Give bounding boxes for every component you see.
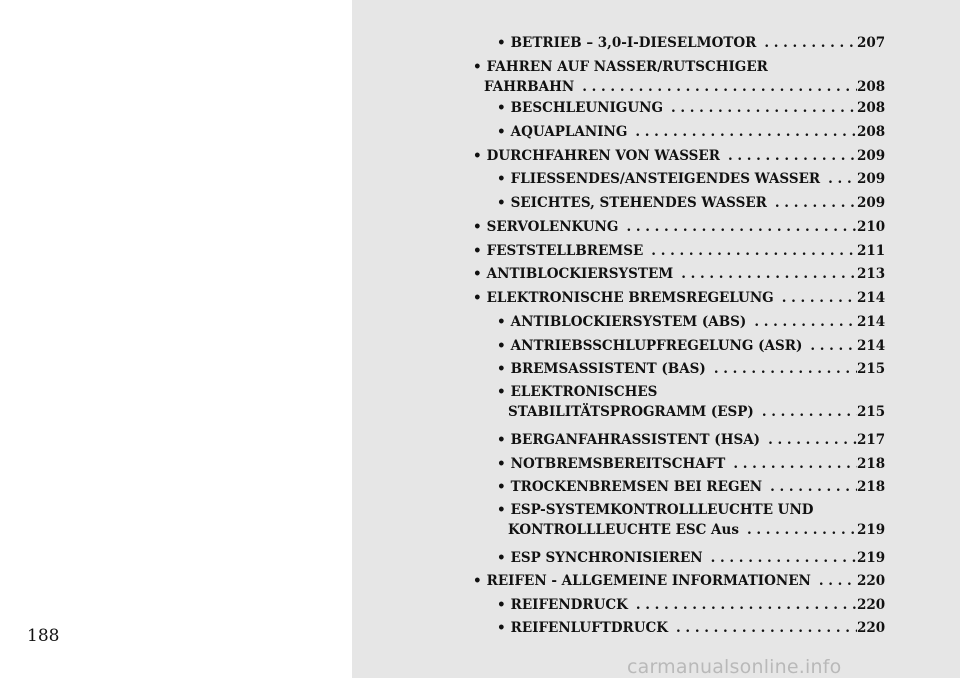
- leader-dots: [756, 35, 857, 51]
- leader-dots: [643, 243, 857, 259]
- toc-entry: • FLIESSENDES/ANSTEIGENDES WASSER . . . 209: [497, 171, 885, 191]
- toc-entry: • SEICHTES, STEHENDES WASSER . . . 209: [497, 195, 885, 215]
- leader-dots: [746, 314, 857, 330]
- toc-entry-page: 214: [857, 290, 886, 306]
- toc-entry: • BERGANFAHRASSISTENT (HSA) . . . 217: [497, 432, 885, 452]
- toc-entry: • REIFEN - ALLGEMEINE INFORMATIONEN . . . 220: [473, 573, 885, 593]
- toc-entry-label-continued: KONTROLLLEUCHTE ESC Aus: [508, 522, 739, 538]
- leader-dots: [774, 290, 857, 306]
- toc-entry-page: 209: [857, 148, 886, 164]
- toc-entry-page: 220: [857, 620, 886, 636]
- toc-entry-label: SEICHTES, STEHENDES WASSER: [510, 195, 767, 211]
- toc-entry-label: ELEKTRONISCHES: [510, 384, 658, 400]
- toc-entry: • SERVOLENKUNG . . . 210: [473, 219, 885, 239]
- toc-entry: • TROCKENBREMSEN BEI REGEN . . . 218: [497, 479, 885, 499]
- leader-dots: [754, 404, 857, 420]
- toc-entry: • ELEKTRONISCHE BREMSREGELUNG . . . 214: [473, 290, 885, 310]
- toc-entry-page: 209: [857, 195, 886, 211]
- toc-entry-label: FAHREN AUF NASSER/RUTSCHIGER: [486, 59, 768, 75]
- leader-dots: [760, 432, 857, 448]
- toc-entry-page: 213: [857, 266, 886, 282]
- leader-dots: [706, 361, 857, 377]
- toc-entry-page: 210: [857, 219, 886, 235]
- leader-dots: [720, 148, 857, 164]
- toc-entry: • BETRIEB – 3,0-I-DIESELMOTOR . . . 207: [497, 35, 885, 55]
- toc-entry: • REIFENLUFTDRUCK . . . 220: [497, 620, 885, 640]
- toc-entry-label: BETRIEB – 3,0-I-DIESELMOTOR: [510, 35, 757, 51]
- toc-entry-label: FESTSTELLBREMSE: [486, 243, 644, 259]
- leader-dots: [767, 195, 857, 211]
- toc-entry-page: 217: [857, 432, 886, 448]
- toc-entry-label-continued: FAHRBAHN: [484, 79, 575, 95]
- toc-entry-page: 215: [857, 361, 886, 377]
- toc-entry-page: 219: [857, 522, 886, 538]
- toc-entry: • ELEKTRONISCHES STABILITÄTSPROGRAMM (ESP) . . . 215: [497, 384, 885, 424]
- leader-dots: [739, 522, 857, 538]
- toc-entry: • AQUAPLANING . . . 208: [497, 124, 885, 144]
- toc-entry-page: 215: [857, 404, 886, 420]
- leader-dots: [725, 456, 857, 472]
- toc-entry-label-continued: STABILITÄTSPROGRAMM (ESP): [508, 404, 754, 420]
- toc-entry-label: ANTIBLOCKIERSYSTEM: [486, 266, 674, 282]
- toc-entry-page: 214: [857, 314, 886, 330]
- leader-dots: [820, 171, 857, 187]
- toc-entry-page: 209: [857, 171, 886, 187]
- page-number: 188: [27, 626, 60, 646]
- toc-entry-label: AQUAPLANING: [510, 124, 628, 140]
- leader-dots: [627, 124, 857, 140]
- leader-dots: [668, 620, 857, 636]
- toc-entry-page: 220: [857, 597, 886, 613]
- toc-entry-label: ESP SYNCHRONISIEREN: [510, 550, 703, 566]
- toc-entry: • BESCHLEUNIGUNG . . . 208: [497, 100, 885, 120]
- toc-entry-label: BERGANFAHRASSISTENT (HSA): [510, 432, 761, 448]
- watermark: carmanualsonline.info: [627, 656, 842, 678]
- toc-entry-page: 211: [857, 243, 886, 259]
- toc-entry-page: 207: [857, 35, 886, 51]
- toc-entry-label: NOTBREMSBEREITSCHAFT: [510, 456, 726, 472]
- toc-entry-page: 218: [857, 479, 886, 495]
- toc-entry-label: DURCHFAHREN VON WASSER: [486, 148, 720, 164]
- leader-dots: [703, 550, 857, 566]
- toc-entry-page: 208: [857, 100, 886, 116]
- toc-entry-page: 208: [857, 79, 886, 95]
- toc-entry-page: 214: [857, 338, 886, 354]
- toc-entry: • NOTBREMSBEREITSCHAFT . . . 218: [497, 456, 885, 476]
- leader-dots: [802, 338, 857, 354]
- toc-entry-label: REIFENLUFTDRUCK: [510, 620, 669, 636]
- toc-entry-label: ELEKTRONISCHE BREMSREGELUNG: [486, 290, 774, 306]
- toc-entry-label: TROCKENBREMSEN BEI REGEN: [510, 479, 763, 495]
- toc-entry: • DURCHFAHREN VON WASSER . . . 209: [473, 148, 885, 168]
- leader-dots: [673, 266, 857, 282]
- toc-entry-label: BREMSASSISTENT (BAS): [510, 361, 706, 377]
- toc-entry-label: FLIESSENDES/ANSTEIGENDES WASSER: [510, 171, 821, 187]
- toc-entry-page: 219: [857, 550, 886, 566]
- toc-entry: • ANTIBLOCKIERSYSTEM . . . 213: [473, 266, 885, 286]
- leader-dots: [618, 219, 857, 235]
- toc-entry: • ANTRIEBSSCHLUPFREGELUNG (ASR) . . . 214: [497, 338, 885, 358]
- toc-entry-label: ANTIBLOCKIERSYSTEM (ABS): [510, 314, 747, 330]
- leader-dots: [811, 573, 857, 589]
- toc-entry: • ESP-SYSTEMKONTROLLLEUCHTE UND KONTROLLLEUCHTE ESC Aus . . . 219: [497, 502, 885, 542]
- toc-entry-page: 208: [857, 124, 886, 140]
- leader-dots: [628, 597, 857, 613]
- toc-entry-label: BESCHLEUNIGUNG: [510, 100, 663, 116]
- toc-entry: • BREMSASSISTENT (BAS) . . . 215: [497, 361, 885, 381]
- toc-entry: • FAHREN AUF NASSER/RUTSCHIGER FAHRBAHN . . . 208: [473, 59, 885, 99]
- toc-entry: • REIFENDRUCK . . . 220: [497, 597, 885, 617]
- toc-entry: • ANTIBLOCKIERSYSTEM (ABS) . . . 214: [497, 314, 885, 334]
- toc-entry-label: REIFENDRUCK: [510, 597, 628, 613]
- leader-dots: [574, 79, 857, 95]
- toc-entry-label: SERVOLENKUNG: [486, 219, 619, 235]
- toc-entry-page: 218: [857, 456, 886, 472]
- toc-entry: • ESP SYNCHRONISIEREN . . . 219: [497, 550, 885, 570]
- toc-entry-label: ESP-SYSTEMKONTROLLLEUCHTE UND: [510, 502, 814, 518]
- toc-entry-label: REIFEN - ALLGEMEINE INFORMATIONEN: [486, 573, 811, 589]
- leader-dots: [663, 100, 857, 116]
- toc-entry-page: 220: [857, 573, 886, 589]
- toc-entry-label: ANTRIEBSSCHLUPFREGELUNG (ASR): [510, 338, 803, 354]
- toc-entry: • FESTSTELLBREMSE . . . 211: [473, 243, 885, 263]
- leader-dots: [762, 479, 857, 495]
